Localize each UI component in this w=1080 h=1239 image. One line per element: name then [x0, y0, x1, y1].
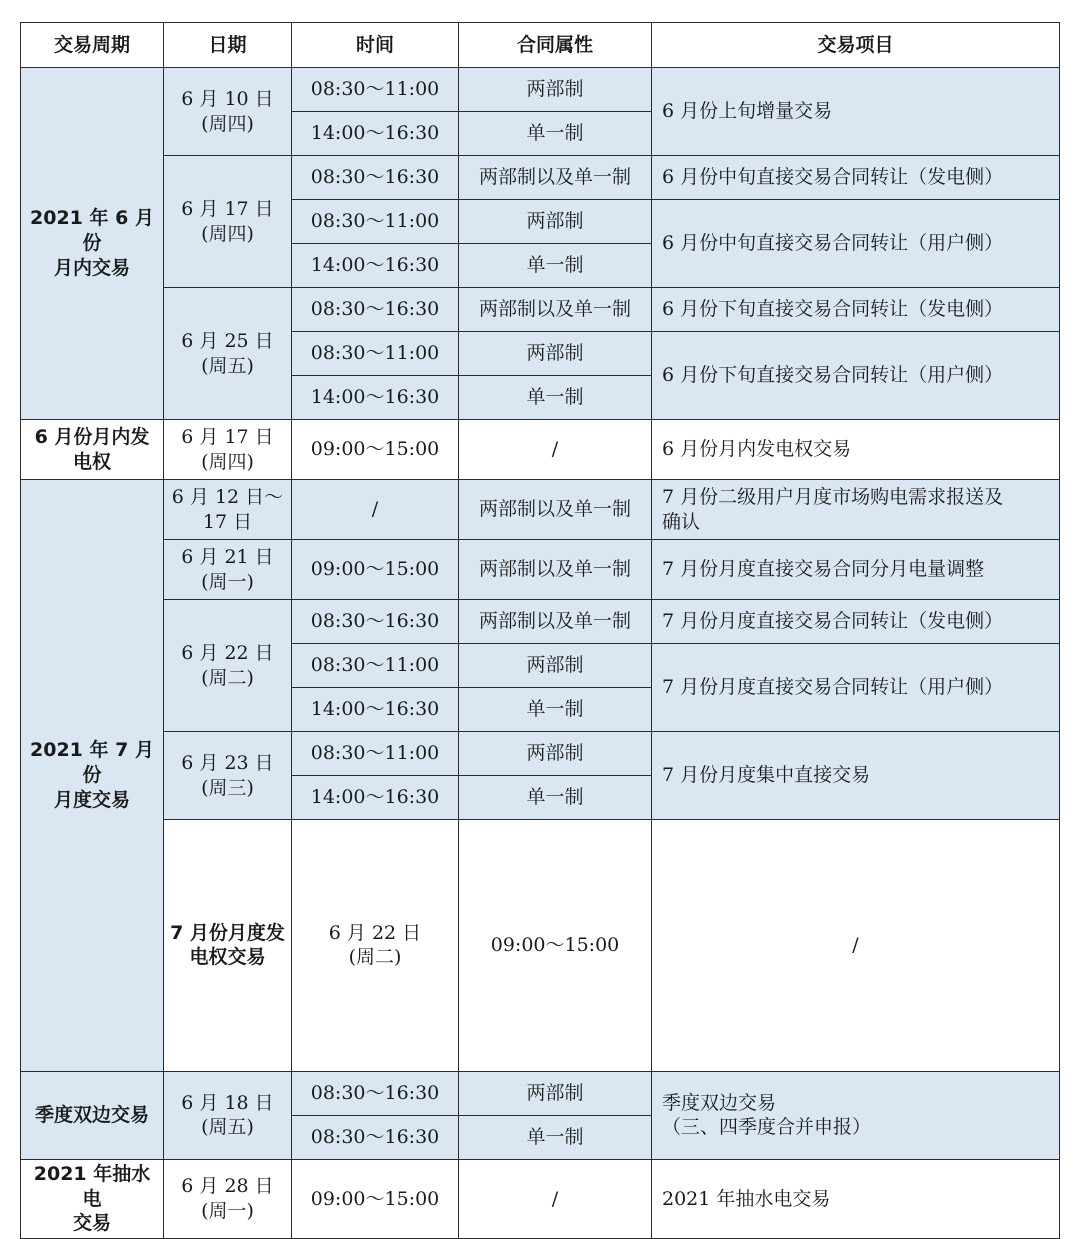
item-cell: 7 月份月度集中直接交易	[652, 732, 1060, 820]
time-cell: 09:00～15:00	[459, 820, 652, 1072]
item-cell: 7 月份月度直接交易合同转让（发电侧）	[652, 600, 1060, 644]
time-cell: 08:30～11:00	[292, 200, 459, 244]
attr-cell: 两部制	[459, 68, 652, 112]
item-cell: 6 月份上旬增量交易	[652, 68, 1060, 156]
item-cell: 季度双边交易 （三、四季度合并申报）	[652, 1071, 1060, 1159]
table-row	[21, 1071, 1060, 1115]
table-row	[21, 480, 1060, 540]
table-row	[21, 420, 1060, 480]
header-period: 交易周期	[21, 23, 164, 68]
item-cell: 6 月份中旬直接交易合同转让（用户侧）	[652, 200, 1060, 288]
time-cell: 14:00～16:30	[292, 776, 459, 820]
period-cell: 2021 年 7 月份 月度交易	[21, 480, 164, 1072]
date-cell: 6 月 25 日 (周五)	[164, 288, 292, 420]
attr-cell: 两部制	[459, 332, 652, 376]
item-cell: 6 月份中旬直接交易合同转让（发电侧）	[652, 156, 1060, 200]
time-cell: 08:30～11:00	[292, 644, 459, 688]
attr-cell: 单一制	[459, 1115, 652, 1159]
time-cell: 14:00～16:30	[292, 376, 459, 420]
time-cell: 09:00～15:00	[292, 1159, 459, 1238]
period-cell: 2021 年抽水电 交易	[21, 1159, 164, 1238]
time-cell: 08:30～16:30	[292, 1115, 459, 1159]
date-cell: 6 月 17 日 (周四)	[164, 156, 292, 288]
time-cell: 08:30～16:30	[292, 288, 459, 332]
table-row	[21, 1159, 1060, 1238]
time-cell: 14:00～16:30	[292, 244, 459, 288]
table-row	[21, 156, 1060, 200]
table-row	[21, 540, 1060, 600]
attr-cell: 两部制以及单一制	[459, 288, 652, 332]
table-row	[21, 68, 1060, 112]
date-cell: 6 月 12 日～ 17 日	[164, 480, 292, 540]
date-cell: 6 月 21 日 (周一)	[164, 540, 292, 600]
attr-cell: 单一制	[459, 688, 652, 732]
attr-cell: /	[652, 820, 1060, 1072]
period-cell: 6 月份月内发 电权	[21, 420, 164, 480]
header-item: 交易项目	[652, 23, 1060, 68]
item-cell: 7 月份二级用户月度市场购电需求报送及 确认	[652, 480, 1060, 540]
header-date: 日期	[164, 23, 292, 68]
time-cell: 08:30～16:30	[292, 600, 459, 644]
attr-cell: /	[459, 1159, 652, 1238]
table-row	[21, 820, 1060, 1072]
header-row	[21, 23, 1060, 68]
attr-cell: /	[459, 420, 652, 480]
trading-schedule-table	[20, 22, 1060, 1239]
attr-cell: 两部制	[459, 644, 652, 688]
time-cell: 08:30～16:30	[292, 156, 459, 200]
attr-cell: 两部制	[459, 732, 652, 776]
time-cell: 09:00～15:00	[292, 420, 459, 480]
item-cell: 7 月份月度直接交易合同分月电量调整	[652, 540, 1060, 600]
time-cell: /	[292, 480, 459, 540]
attr-cell: 两部制以及单一制	[459, 156, 652, 200]
time-cell: 14:00～16:30	[292, 688, 459, 732]
attr-cell: 两部制	[459, 1071, 652, 1115]
item-cell: 6 月份下旬直接交易合同转让（发电侧）	[652, 288, 1060, 332]
table-row	[21, 288, 1060, 332]
period-cell: 7 月份月度发 电权交易	[164, 820, 292, 1072]
item-cell: 6 月份月内发电权交易	[652, 420, 1060, 480]
date-cell: 6 月 28 日 (周一)	[164, 1159, 292, 1238]
time-cell: 08:30～11:00	[292, 732, 459, 776]
time-cell: 08:30～11:00	[292, 332, 459, 376]
date-cell: 6 月 23 日 (周三)	[164, 732, 292, 820]
date-cell: 6 月 18 日 (周五)	[164, 1071, 292, 1159]
attr-cell: 单一制	[459, 244, 652, 288]
time-cell: 14:00～16:30	[292, 112, 459, 156]
time-cell: 09:00～15:00	[292, 540, 459, 600]
attr-cell: 两部制以及单一制	[459, 540, 652, 600]
period-cell: 季度双边交易	[21, 1071, 164, 1159]
item-cell: 7 月份月度直接交易合同转让（用户侧）	[652, 644, 1060, 732]
date-cell: 6 月 22 日 (周二)	[164, 600, 292, 732]
time-cell: 08:30～11:00	[292, 68, 459, 112]
attr-cell: 单一制	[459, 376, 652, 420]
attr-cell: 单一制	[459, 112, 652, 156]
attr-cell: 两部制	[459, 200, 652, 244]
attr-cell: 单一制	[459, 776, 652, 820]
item-cell: 2021 年抽水电交易	[652, 1159, 1060, 1238]
header-contract-attr: 合同属性	[459, 23, 652, 68]
attr-cell: 两部制以及单一制	[459, 600, 652, 644]
table-row	[21, 600, 1060, 644]
date-cell: 6 月 17 日 (周四)	[164, 420, 292, 480]
date-cell: 6 月 22 日 (周二)	[292, 820, 459, 1072]
attr-cell: 两部制以及单一制	[459, 480, 652, 540]
header-time: 时间	[292, 23, 459, 68]
item-cell: 6 月份下旬直接交易合同转让（用户侧）	[652, 332, 1060, 420]
table-row	[21, 732, 1060, 776]
period-cell: 2021 年 6 月份 月内交易	[21, 68, 164, 420]
time-cell: 08:30～16:30	[292, 1071, 459, 1115]
date-cell: 6 月 10 日 (周四)	[164, 68, 292, 156]
